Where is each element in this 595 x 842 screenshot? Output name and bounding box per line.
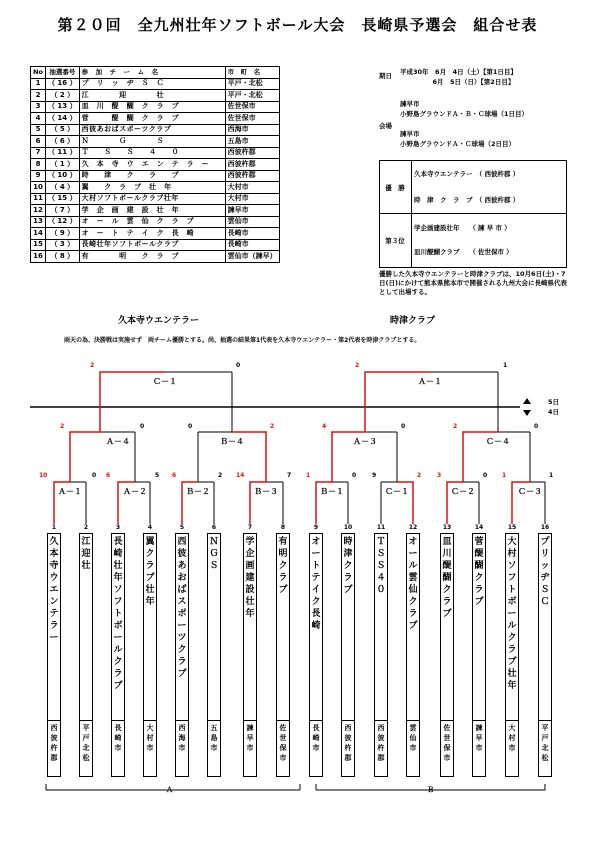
bracket-team-16	[538, 524, 552, 777]
bracket-team-city: 西 彼 杵 郡	[341, 721, 355, 777]
date-label: 期日	[379, 72, 392, 80]
team-cell-no: 16	[31, 251, 46, 263]
bracket-team-number: 11	[376, 524, 386, 531]
team-cell-name: 西彼あおばスポーツクラブ	[79, 124, 225, 136]
team-cell-no: 14	[31, 228, 46, 240]
bracket-team-10	[341, 524, 355, 777]
bracket-team-12	[406, 524, 420, 777]
bracket-team-number: 16	[540, 524, 550, 531]
score-r1a2-left: 6	[106, 472, 111, 479]
team-cell-city: 平戸・北松	[225, 90, 279, 102]
team-cell-city: 西彼杵郡	[225, 170, 279, 182]
bracket-team-number: 13	[442, 524, 452, 531]
team-cell-seed: （ 7 ）	[46, 205, 80, 217]
team-cell-no: 4	[31, 113, 46, 125]
third-1: 学企画建設壮年 （ 諫 早 市 ）	[414, 224, 511, 232]
team-cell-seed: （ 5 ）	[46, 124, 80, 136]
bracket-team-name: 翼 ク ラ ブ 壮 年	[143, 533, 157, 721]
team-cell-name: 皿 川 醍 醐 ク ラ ブ	[79, 101, 225, 113]
team-cell-name: 学 企 画 建 設 壮 年	[79, 205, 225, 217]
block-b-label: Ｂ	[427, 786, 434, 794]
bracket-team-number: 5	[179, 524, 185, 531]
bracket-team-number: 1	[51, 524, 57, 531]
match-r1-b3: Ｂ－３	[254, 487, 278, 496]
team-cell-seed: （ 6 ）	[46, 136, 80, 148]
bracket-team-city: 佐 世 保 市	[276, 721, 290, 777]
team-cell-name: 菅 醍 醐 ク ラ ブ	[79, 113, 225, 125]
bracket-team-city: 諫 早 市	[472, 721, 486, 777]
score-r1a2-right: 5	[155, 472, 160, 479]
team-cell-seed: （ 13 ）	[46, 101, 80, 113]
bracket-team-name: 大 村 ソ フ ト ボ ー ル ク ラ ブ 壮 年	[505, 533, 519, 721]
bracket-team-number: 3	[115, 524, 121, 531]
team-cell-seed: （ 8 ）	[46, 251, 80, 263]
bracket-team-8	[276, 524, 290, 777]
bracket-team-number: 7	[247, 524, 253, 531]
bracket-team-city: 大 村 市	[143, 721, 157, 777]
header-name: 参 加 チ ー ム 名	[79, 67, 225, 79]
bracket-team-number: 6	[211, 524, 217, 531]
bracket-team-name: 学 企 画 建 設 壮 年	[243, 533, 257, 721]
block-a-label: Ａ	[166, 786, 173, 794]
arrow-down-icon	[523, 410, 531, 416]
team-cell-city: 雲仙市（諫早）	[225, 251, 279, 263]
bracket-team-number: 10	[343, 524, 353, 531]
team-cell-name: 時 津 ク ラ ブ	[79, 170, 225, 182]
bracket-team-15	[505, 524, 519, 777]
score-r1c2-right: 0	[483, 472, 488, 479]
score-r1b3-left: 14	[236, 472, 245, 479]
team-cell-name: 大村ソフトボールクラブ壮年	[79, 193, 225, 205]
score-b4-right: 2	[270, 423, 275, 430]
team-cell-city: 五島市	[225, 136, 279, 148]
winner-label: 優 勝	[385, 184, 405, 192]
team-cell-city: 長崎市	[225, 228, 279, 240]
team-cell-city: 西彼杵郡	[225, 147, 279, 159]
score-a4-left: 2	[60, 423, 65, 430]
match-r1-c3: Ｃ－３	[518, 487, 542, 496]
bracket-team-name: 菅 醍 醐 ク ラ ブ	[472, 533, 486, 721]
match-a4: Ａ－４	[106, 437, 130, 446]
bracket-team-number: 15	[507, 524, 517, 531]
team-cell-name: 久 本 寺 ウ エ ン テ ラ ー	[79, 159, 225, 171]
match-r1-a1: Ａ－１	[58, 487, 82, 496]
score-r1c3-right: 1	[549, 472, 554, 479]
arrow-up-icon	[523, 398, 531, 404]
bracket-team-name: 時 津 ク ラ ブ	[341, 533, 355, 721]
score-r1b1-left: 1	[306, 472, 311, 479]
winner-1: 久本寺ウエンテラー （ 西彼杵郡 ）	[414, 170, 520, 178]
bracket-team-name: 久 本 寺 ウ エ ン テ ラ ー	[47, 533, 61, 721]
day-4-label: 4日	[548, 408, 560, 416]
match-r1-c2: Ｃ－２	[451, 487, 475, 496]
team-cell-no: 15	[31, 239, 46, 251]
team-cell-name: プ リ ッ ヂ Ｓ Ｃ	[79, 78, 225, 90]
venue-line-2: 小野島グラウンドＡ・Ｂ・Ｃ球場（1日目）	[400, 110, 529, 118]
team-cell-seed: （ 3 ）	[46, 239, 80, 251]
match-r1-b1: Ｂ－１	[320, 487, 344, 496]
bracket-team-2	[79, 524, 93, 777]
match-r1-b2: Ｂ－２	[186, 487, 210, 496]
bracket-team-city: 雲 仙 市	[406, 721, 420, 777]
bracket-team-city: 長 崎 市	[111, 721, 125, 777]
match-b4: Ｂ－４	[220, 437, 244, 446]
team-cell-seed: （ 11 ）	[46, 147, 80, 159]
page-title: 第２０回 全九州壮年ソフトボール大会 長崎県予選会 組合せ表	[57, 16, 538, 34]
team-cell-no: 9	[31, 170, 46, 182]
bracket-team-city: 西 彼 杵 郡	[374, 721, 388, 777]
team-cell-no: 3	[31, 101, 46, 113]
team-cell-no: 11	[31, 193, 46, 205]
team-cell-seed: （ 16 ）	[46, 78, 80, 90]
bracket-team-city: 大 村 市	[505, 721, 519, 777]
bracket-team-number: 8	[280, 524, 286, 531]
bracket-team-3	[111, 524, 125, 777]
bracket-team-name: オ ー ト テ イ ク 長 崎	[309, 533, 323, 721]
bracket-team-name: 西 彼 あ お ば ス ポ ー ツ ク ラ ブ	[175, 533, 189, 721]
bracket-team-name: 有 明 ク ラ ブ	[276, 533, 290, 721]
team-cell-city: 平戸・北松	[225, 78, 279, 90]
header-city: 市 町 名	[225, 67, 279, 79]
bracket-team-name: 江 迎 壮	[79, 533, 93, 721]
score-r1c2-left: 3	[437, 472, 442, 479]
score-r1b2-right: 2	[218, 472, 223, 479]
champion-right: 時津クラブ	[390, 316, 436, 326]
header-seed: 抽選番号	[46, 67, 80, 79]
score-a4-right: 0	[140, 423, 145, 430]
bracket-team-7	[243, 524, 257, 777]
bracket-team-11	[374, 524, 388, 777]
score-c1-left: 2	[90, 362, 95, 369]
team-cell-no: 12	[31, 205, 46, 217]
score-r1b2-left: 6	[172, 472, 177, 479]
bracket-team-4	[143, 524, 157, 777]
team-cell-city: 雲仙市	[225, 216, 279, 228]
score-r1a1-left: 10	[39, 472, 48, 479]
bracket-team-9	[309, 524, 323, 777]
bracket-team-number: 14	[474, 524, 484, 531]
team-cell-seed: （ 4 ）	[46, 182, 80, 194]
team-cell-city: 長崎市	[225, 239, 279, 251]
bracket-team-6	[207, 524, 221, 777]
score-a1-right: 1	[503, 362, 508, 369]
team-cell-city: 西彼杵郡	[225, 159, 279, 171]
bracket-team-city: 平 戸 北 松	[538, 721, 552, 777]
team-cell-city: 大村市	[225, 193, 279, 205]
match-a3: Ａ－３	[353, 437, 377, 446]
bracket-team-name: Ｔ Ｓ Ｓ ４ ０	[374, 533, 388, 721]
score-c4-left: 2	[453, 423, 458, 430]
third-2: 皿川醍醐クラブ （ 佐世保市 ）	[414, 248, 513, 256]
score-a3-right: 0	[401, 423, 406, 430]
bracket-team-13	[440, 524, 454, 777]
team-cell-name: Ｔ Ｓ Ｓ ４ ０	[79, 147, 225, 159]
team-cell-no: 13	[31, 216, 46, 228]
team-cell-seed: （ 15 ）	[46, 193, 80, 205]
score-r1b1-right: 0	[352, 472, 357, 479]
venue-line-3: 諫早市	[400, 130, 420, 138]
team-cell-no: 7	[31, 147, 46, 159]
bracket-team-name: オ ー ル 雲 仙 ク ラ ブ	[406, 533, 420, 721]
score-c1-right: 0	[236, 362, 241, 369]
bracket-team-name: 長 崎 壮 年 ソ フ ト ボ ー ル ク ラ ブ	[111, 533, 125, 721]
champion-left: 久本寺ウエンテラー	[118, 316, 200, 326]
score-r1c1-right: 2	[417, 472, 422, 479]
team-cell-name: 長崎壮年ソフトボールクラブ	[79, 239, 225, 251]
team-cell-seed: （ 14 ）	[46, 113, 80, 125]
venue-line-4: 小野島グラウンドＡ・Ｃ球場（2日目）	[400, 140, 516, 148]
bracket-team-number: 9	[313, 524, 319, 531]
score-r1c1-left: 9	[372, 472, 377, 479]
bracket-team-city: 佐 世 保 市	[440, 721, 454, 777]
venue-line-1: 諫早市	[400, 100, 420, 108]
match-c4: Ｃ－４	[486, 437, 510, 446]
day-5-label: 5日	[548, 398, 560, 406]
team-cell-seed: （ 12 ）	[46, 216, 80, 228]
match-c1: Ｃ－１	[153, 377, 177, 386]
qualification-note: 優勝した久本寺ウエンテラーと時津クラブは、10月6日(土)・7日(日)にかけて熊本県熊本市で開催される九州大会に長崎県代表として出場する。	[379, 270, 567, 296]
team-cell-name: 翼 ク ラ ブ 壮 年	[79, 182, 225, 194]
team-cell-no: 6	[31, 136, 46, 148]
bracket-team-city: 西 海 市	[175, 721, 189, 777]
bracket-team-number: 12	[408, 524, 418, 531]
final-remark: 雨天の為、決勝戦は実施せず 両チーム優勝とする。尚、抽選の結果第1代表を久本寺ウエンテラー・第2代表を時津クラブとする。	[64, 337, 421, 344]
bracket-team-city: 諫 早 市	[243, 721, 257, 777]
team-cell-name: Ｎ Ｇ Ｓ	[79, 136, 225, 148]
match-r1-c1: Ｃ－１	[385, 487, 409, 496]
team-cell-name: 江 迎 壮	[79, 90, 225, 102]
score-r1c3-left: 1	[502, 472, 507, 479]
date-line-2: 6月 5日（日）【第2日目】	[400, 78, 515, 86]
score-r1b3-right: 7	[287, 472, 292, 479]
date-line-1: 平成30年 6月 4日（土）【第1日目】	[400, 68, 517, 76]
bracket-team-14	[472, 524, 486, 777]
winner-2: 時 津 ク ラ ブ （ 西彼杵郡 ）	[414, 196, 520, 204]
team-cell-seed: （ 1 ）	[46, 159, 80, 171]
bracket-team-1	[47, 524, 61, 777]
team-cell-seed: （ 9 ）	[46, 228, 80, 240]
score-a1-left: 2	[355, 362, 360, 369]
bracket-team-name: Ｎ Ｇ Ｓ	[207, 533, 221, 721]
team-cell-no: 1	[31, 78, 46, 90]
score-c4-right: 0	[534, 423, 539, 430]
team-cell-no: 5	[31, 124, 46, 136]
team-cell-name: 有 明 ク ラ ブ	[79, 251, 225, 263]
bracket-team-number: 4	[147, 524, 153, 531]
team-cell-city: 佐世保市	[225, 113, 279, 125]
team-cell-seed: （ 10 ）	[46, 170, 80, 182]
team-cell-no: 2	[31, 90, 46, 102]
team-cell-city: 西海市	[225, 124, 279, 136]
score-a3-left: 4	[322, 423, 327, 430]
bracket-team-city: 平 戸 北 松	[79, 721, 93, 777]
match-r1-a2: Ａ－２	[123, 487, 147, 496]
bracket-team-number: 2	[83, 524, 89, 531]
team-cell-name: オ ー ト テ イ ク 長 崎	[79, 228, 225, 240]
score-r1a1-right: 0	[92, 472, 97, 479]
match-a1-final: Ａ－１	[418, 377, 442, 386]
bracket-team-name: プ リ ッ ヂ Ｓ Ｃ	[538, 533, 552, 721]
bracket-team-city: 長 崎 市	[309, 721, 323, 777]
team-cell-city: 大村市	[225, 182, 279, 194]
team-cell-city: 佐世保市	[225, 101, 279, 113]
team-cell-name: オ ー ル 雲 仙 ク ラ ブ	[79, 216, 225, 228]
bracket-team-city: 五 島 市	[207, 721, 221, 777]
bracket-team-name: 皿 川 醍 醐 ク ラ ブ	[440, 533, 454, 721]
team-cell-seed: （ 2 ）	[46, 90, 80, 102]
header-no: No	[31, 67, 46, 79]
team-cell-city: 諫早市	[225, 205, 279, 217]
team-cell-no: 8	[31, 159, 46, 171]
team-cell-no: 10	[31, 182, 46, 194]
third-label: 第３位	[385, 237, 405, 245]
bracket-team-5	[175, 524, 189, 777]
venue-label: 会場	[379, 122, 392, 130]
bracket-team-city: 西 彼 杵 郡	[47, 721, 61, 777]
score-b4-left: 0	[188, 423, 193, 430]
